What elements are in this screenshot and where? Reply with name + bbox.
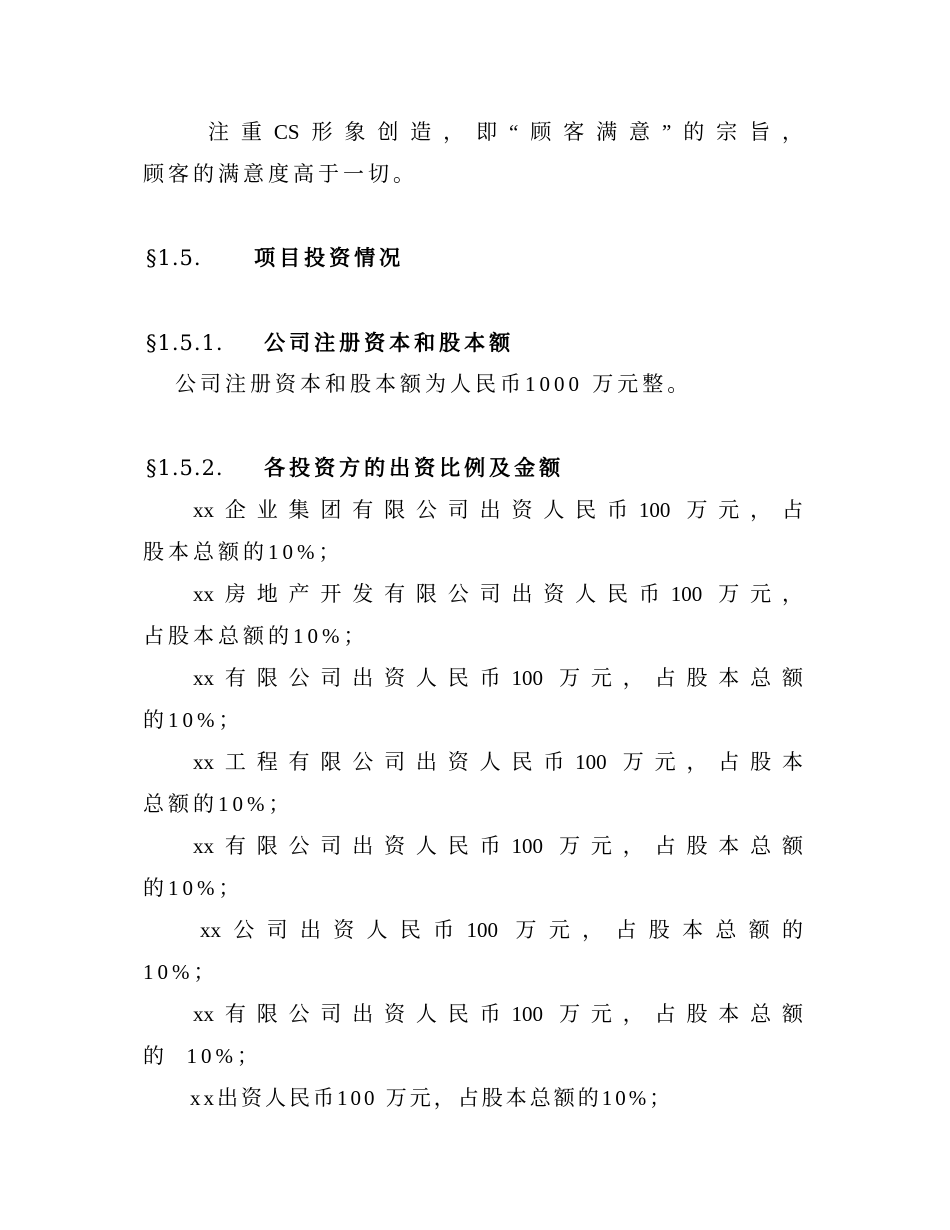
intro-line-2: 顾客的满意度高于一切。 xyxy=(143,162,418,186)
investor-line: xx工程有限公司出资人民币100 万元，占股本 xyxy=(193,750,803,774)
investor-line: xx有限公司出资人民币100 万元，占股本总额 xyxy=(193,1002,803,1026)
section-number: §1.5.1. xyxy=(146,331,224,355)
investor-line: 总额的10%； xyxy=(143,792,294,816)
section-number: §1.5.2. xyxy=(146,456,224,480)
section-title: 公司注册资本和股本额 xyxy=(264,331,515,355)
investor-line: 的10%； xyxy=(143,876,244,900)
section-1-5-2-heading xyxy=(146,454,564,482)
investor-line: xx房地产开发有限公司出资人民币100 万元， xyxy=(193,582,803,606)
section-title: 各投资方的出资比例及金额 xyxy=(264,456,565,480)
section-number: §1.5. xyxy=(146,246,202,270)
investor-line: xx有限公司出资人民币100 万元，占股本总额 xyxy=(193,666,803,690)
investor-line: 10%； xyxy=(143,960,219,984)
section-1-5-1-heading xyxy=(146,329,514,357)
investor-line: xx公司出资人民币100 万元，占股本总额的 xyxy=(200,918,803,942)
investor-line: 的10%； xyxy=(143,708,244,732)
section-title: 项目投资情况 xyxy=(254,246,405,270)
investor-line: 占股本总额的10%； xyxy=(143,624,369,648)
section-1-5-heading xyxy=(146,244,404,272)
section-1-5-1-body: 公司注册资本和股本额为人民币1000 万元整。 xyxy=(175,372,693,396)
intro-line-1: 注重CS形象创造，即“顾客满意”的宗旨， xyxy=(208,120,803,144)
investor-line: 的 10%； xyxy=(143,1044,262,1068)
investor-line: xx企业集团有限公司出资人民币100 万元，占 xyxy=(193,498,803,522)
investor-line: xx出资人民币100 万元，占股本总额的10%； xyxy=(190,1086,674,1110)
investor-line: xx有限公司出资人民币100 万元，占股本总额 xyxy=(193,834,803,858)
investor-line: 股本总额的10%； xyxy=(143,540,344,564)
